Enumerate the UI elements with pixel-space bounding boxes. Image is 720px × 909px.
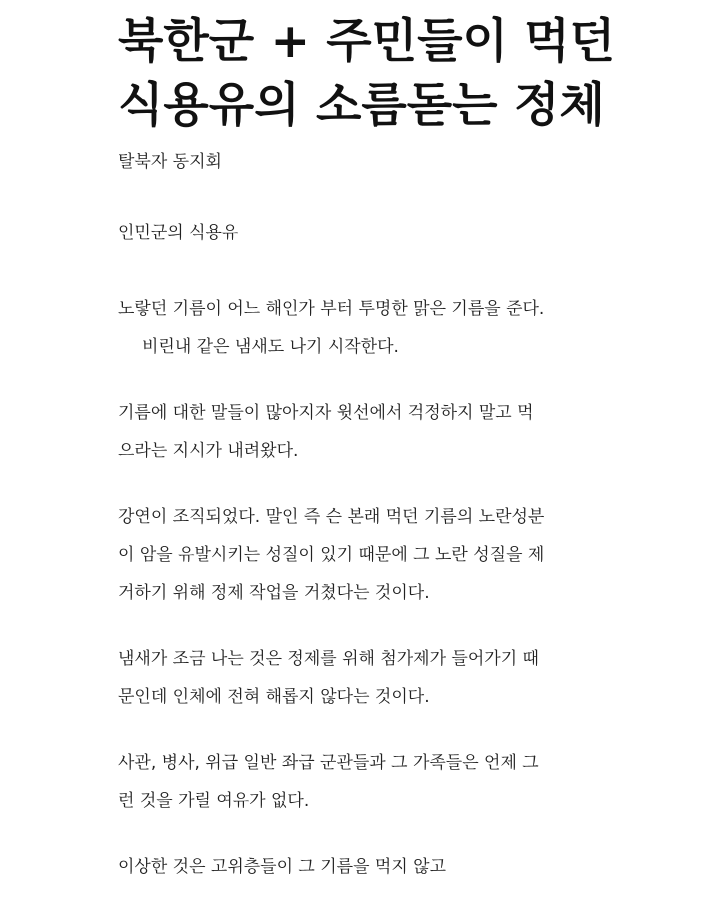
title-line: 식용유의 소름돋는 정체 xyxy=(118,78,605,133)
author-byline: 탈북자 동지회 xyxy=(118,152,222,172)
paragraph-line: 으라는 지시가 내려왔다. xyxy=(118,441,299,461)
paragraph xyxy=(118,744,638,820)
paragraph-line: 강연이 조직되었다. 말인 즉 슨 본래 먹던 기름의 노란성분 xyxy=(118,507,545,527)
paragraph-line: 노랗던 기름이 어느 해인가 부터 투명한 맑은 기름을 준다. xyxy=(118,299,545,319)
paragraph-line: 사관, 병사, 위급 일반 좌급 군관들과 그 가족들은 언제 그 xyxy=(118,753,539,773)
paragraph-line: 인민군의 식용유 xyxy=(118,223,239,243)
paragraph-line: 냄새가 조금 나는 것은 정제를 위해 첨가제가 들어가기 때 xyxy=(118,649,539,669)
paragraph-line: 문인데 인체에 전혀 해롭지 않다는 것이다. xyxy=(118,687,430,707)
title-line: 북한군 + 주민들이 먹던 xyxy=(118,14,616,69)
paragraph xyxy=(118,498,638,612)
paragraph-line: 이 암을 유발시키는 성질이 있기 때문에 그 노란 성질을 제 xyxy=(118,545,545,565)
article xyxy=(118,10,638,886)
paragraph-line: 비린내 같은 냄새도 나기 시작한다. xyxy=(142,337,399,357)
paragraph xyxy=(118,214,638,252)
paragraph xyxy=(118,394,638,470)
paragraph-line: 이상한 것은 고위층들이 그 기름을 먹지 않고 xyxy=(118,857,447,877)
paragraph xyxy=(118,290,638,366)
article-title xyxy=(118,10,638,138)
paragraph xyxy=(118,640,638,716)
paragraph-line: 기름에 대한 말들이 많아지자 윗선에서 걱정하지 말고 먹 xyxy=(118,403,534,423)
paragraph-line: 거하기 위해 정제 작업을 거쳤다는 것이다. xyxy=(118,583,430,603)
paragraph xyxy=(118,848,638,886)
paragraph-line: 런 것을 가릴 여유가 없다. xyxy=(118,791,310,811)
